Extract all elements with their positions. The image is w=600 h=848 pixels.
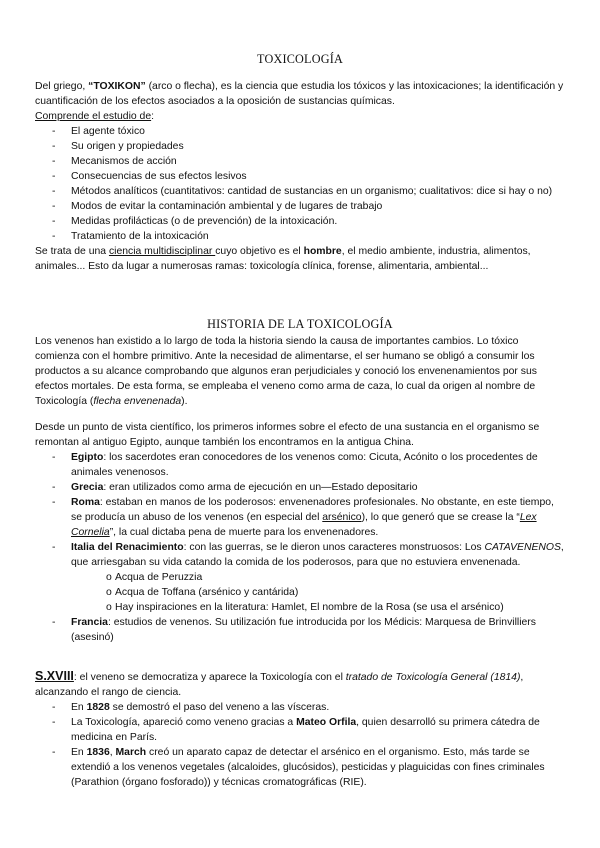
- sxviii-list: [35, 700, 565, 790]
- italia-sublist: [35, 570, 565, 615]
- intro-paragraph: Del griego, “TOXIKON” (arco o flecha), es la ciencia que estudia los tóxicos y las intoxicaciones; la identificación y cuantificación de los efectos asociados a la oposición de sustancias químicas.: [35, 81, 564, 107]
- list-item-roma: - Roma: estaban en manos de los poderosos: envenenadores profesionales. No obstante, en este tiempo, se producía un abuso de los venenos (en especial del arsénico), lo que generó que se crease la “Lex Cornelia”, la cual dictaba pena de muerte para los envenenadores.: [35, 495, 565, 540]
- list-item: - Su origen y propiedades: [35, 139, 565, 154]
- sxviii-paragraph: S.XVIII: el veneno se democratiza y aparece la Toxicología con el tratado de Toxicología General (1814), alcanzando el rango de ciencia.: [35, 669, 524, 698]
- scope-paragraph: Se trata de una ciencia multidisciplinar cuyo objetivo es el hombre, el medio ambiente, industria, alimentos, animales... Esto da lugar a numerosas ramas: toxicología clínica, forense, alimentaria, ambiental...: [35, 246, 531, 272]
- list-item-grecia: - Grecia: eran utilizados como arma de ejecución en un—Estado depositario: [35, 480, 565, 495]
- list-item-egipto: - Egipto: los sacerdotes eran conocedores de los venenos como: Cicuta, Acónito o los procedentes de animales venenosos.: [35, 450, 565, 480]
- historia-title: HISTORIA DE LA TOXICOLOGÍA: [207, 317, 393, 331]
- list-item: - En 1836, March creó un aparato capaz de detectar el arsénico en el organismo. Esto, más tarde se extendió a los venenos vegetales (alcaloides, glucósidos), pesticidas y plaguicidas con fines criminales (Parathion (órgano fosforado)) y técnicas cromatográficas (RIE).: [35, 745, 565, 790]
- list-item: - La Toxicología, apareció como veneno gracias a Mateo Orfila, quien desarrolló su primera cátedra de medicina en París.: [35, 715, 565, 745]
- list-item: - En 1828 se demostró el paso del veneno a las vísceras.: [35, 700, 565, 715]
- historia-section: [35, 334, 565, 409]
- list-item: - Medidas profilácticas (o de prevención) de la intoxicación.: [35, 214, 565, 229]
- list-item: - Tratamiento de la intoxicación: [35, 229, 565, 244]
- list-item-francia: - Francia: estudios de venenos. Su utilización fue introducida por los Médicis: Marquesa de Brinvilliers (asesinó): [35, 615, 565, 645]
- historia-list: [35, 450, 565, 645]
- list-item: - Mecanismos de acción: [35, 154, 565, 169]
- page-title: TOXICOLOGÍA: [257, 52, 343, 66]
- historia-section-2: [35, 420, 565, 645]
- comprende-heading: Comprende el estudio de:: [35, 111, 154, 122]
- list-item: - Métodos analíticos (cuantitativos: cantidad de sustancias en un organismo; cualitativos: dice si hay o no): [35, 184, 565, 199]
- comprende-list: [35, 124, 565, 244]
- list-item: - El agente tóxico: [35, 124, 565, 139]
- sublist-item: o Acqua de Peruzzia: [35, 570, 565, 585]
- list-item: - Consecuencias de sus efectos lesivos: [35, 169, 565, 184]
- historia-paragraph-1: Los venenos han existido a lo largo de toda la historia siendo la causa de importantes cambios. Lo tóxico comienza con el hombre primitivo. Ante la necesidad de alimentarse, el ser humano se obligó a consumir los productos a su alcance comprobando que algunos eran perjudiciales y conoció los envenenamientos por sus efectos mortales. De esta forma, se empleaba el veneno como arma de caza, lo cual da origen al nombre de Toxicología (flecha envenenada).: [35, 336, 537, 407]
- intro-section: [35, 79, 565, 274]
- sublist-item: o Hay inspiraciones en la literatura: Hamlet, El nombre de la Rosa (se usa el arsénico): [35, 600, 565, 615]
- sxviii-section: [35, 669, 565, 790]
- list-item: - Modos de evitar la contaminación ambiental y de lugares de trabajo: [35, 199, 565, 214]
- historia-paragraph-2: Desde un punto de vista científico, los primeros informes sobre el efecto de una sustancia en el organismo se remontan al antiguo Egipto, aunque también los encontramos en la antigua China.: [35, 422, 540, 448]
- list-item-italia: - Italia del Renacimiento: con las guerras, se le dieron unos caracteres monstruosos: Los CATAVENENOS, que arriesgaban su vida catando la comida de los poderosos, para que no estuviera envenenada. o Acqua de Peruzzia o Acqua de Toffana (arsénico y cantárida) o Hay inspiraciones en la literatura: Hamlet, El nombre de la Rosa (se usa el arsénico): [35, 540, 565, 615]
- sublist-item: o Acqua de Toffana (arsénico y cantárida): [35, 585, 565, 600]
